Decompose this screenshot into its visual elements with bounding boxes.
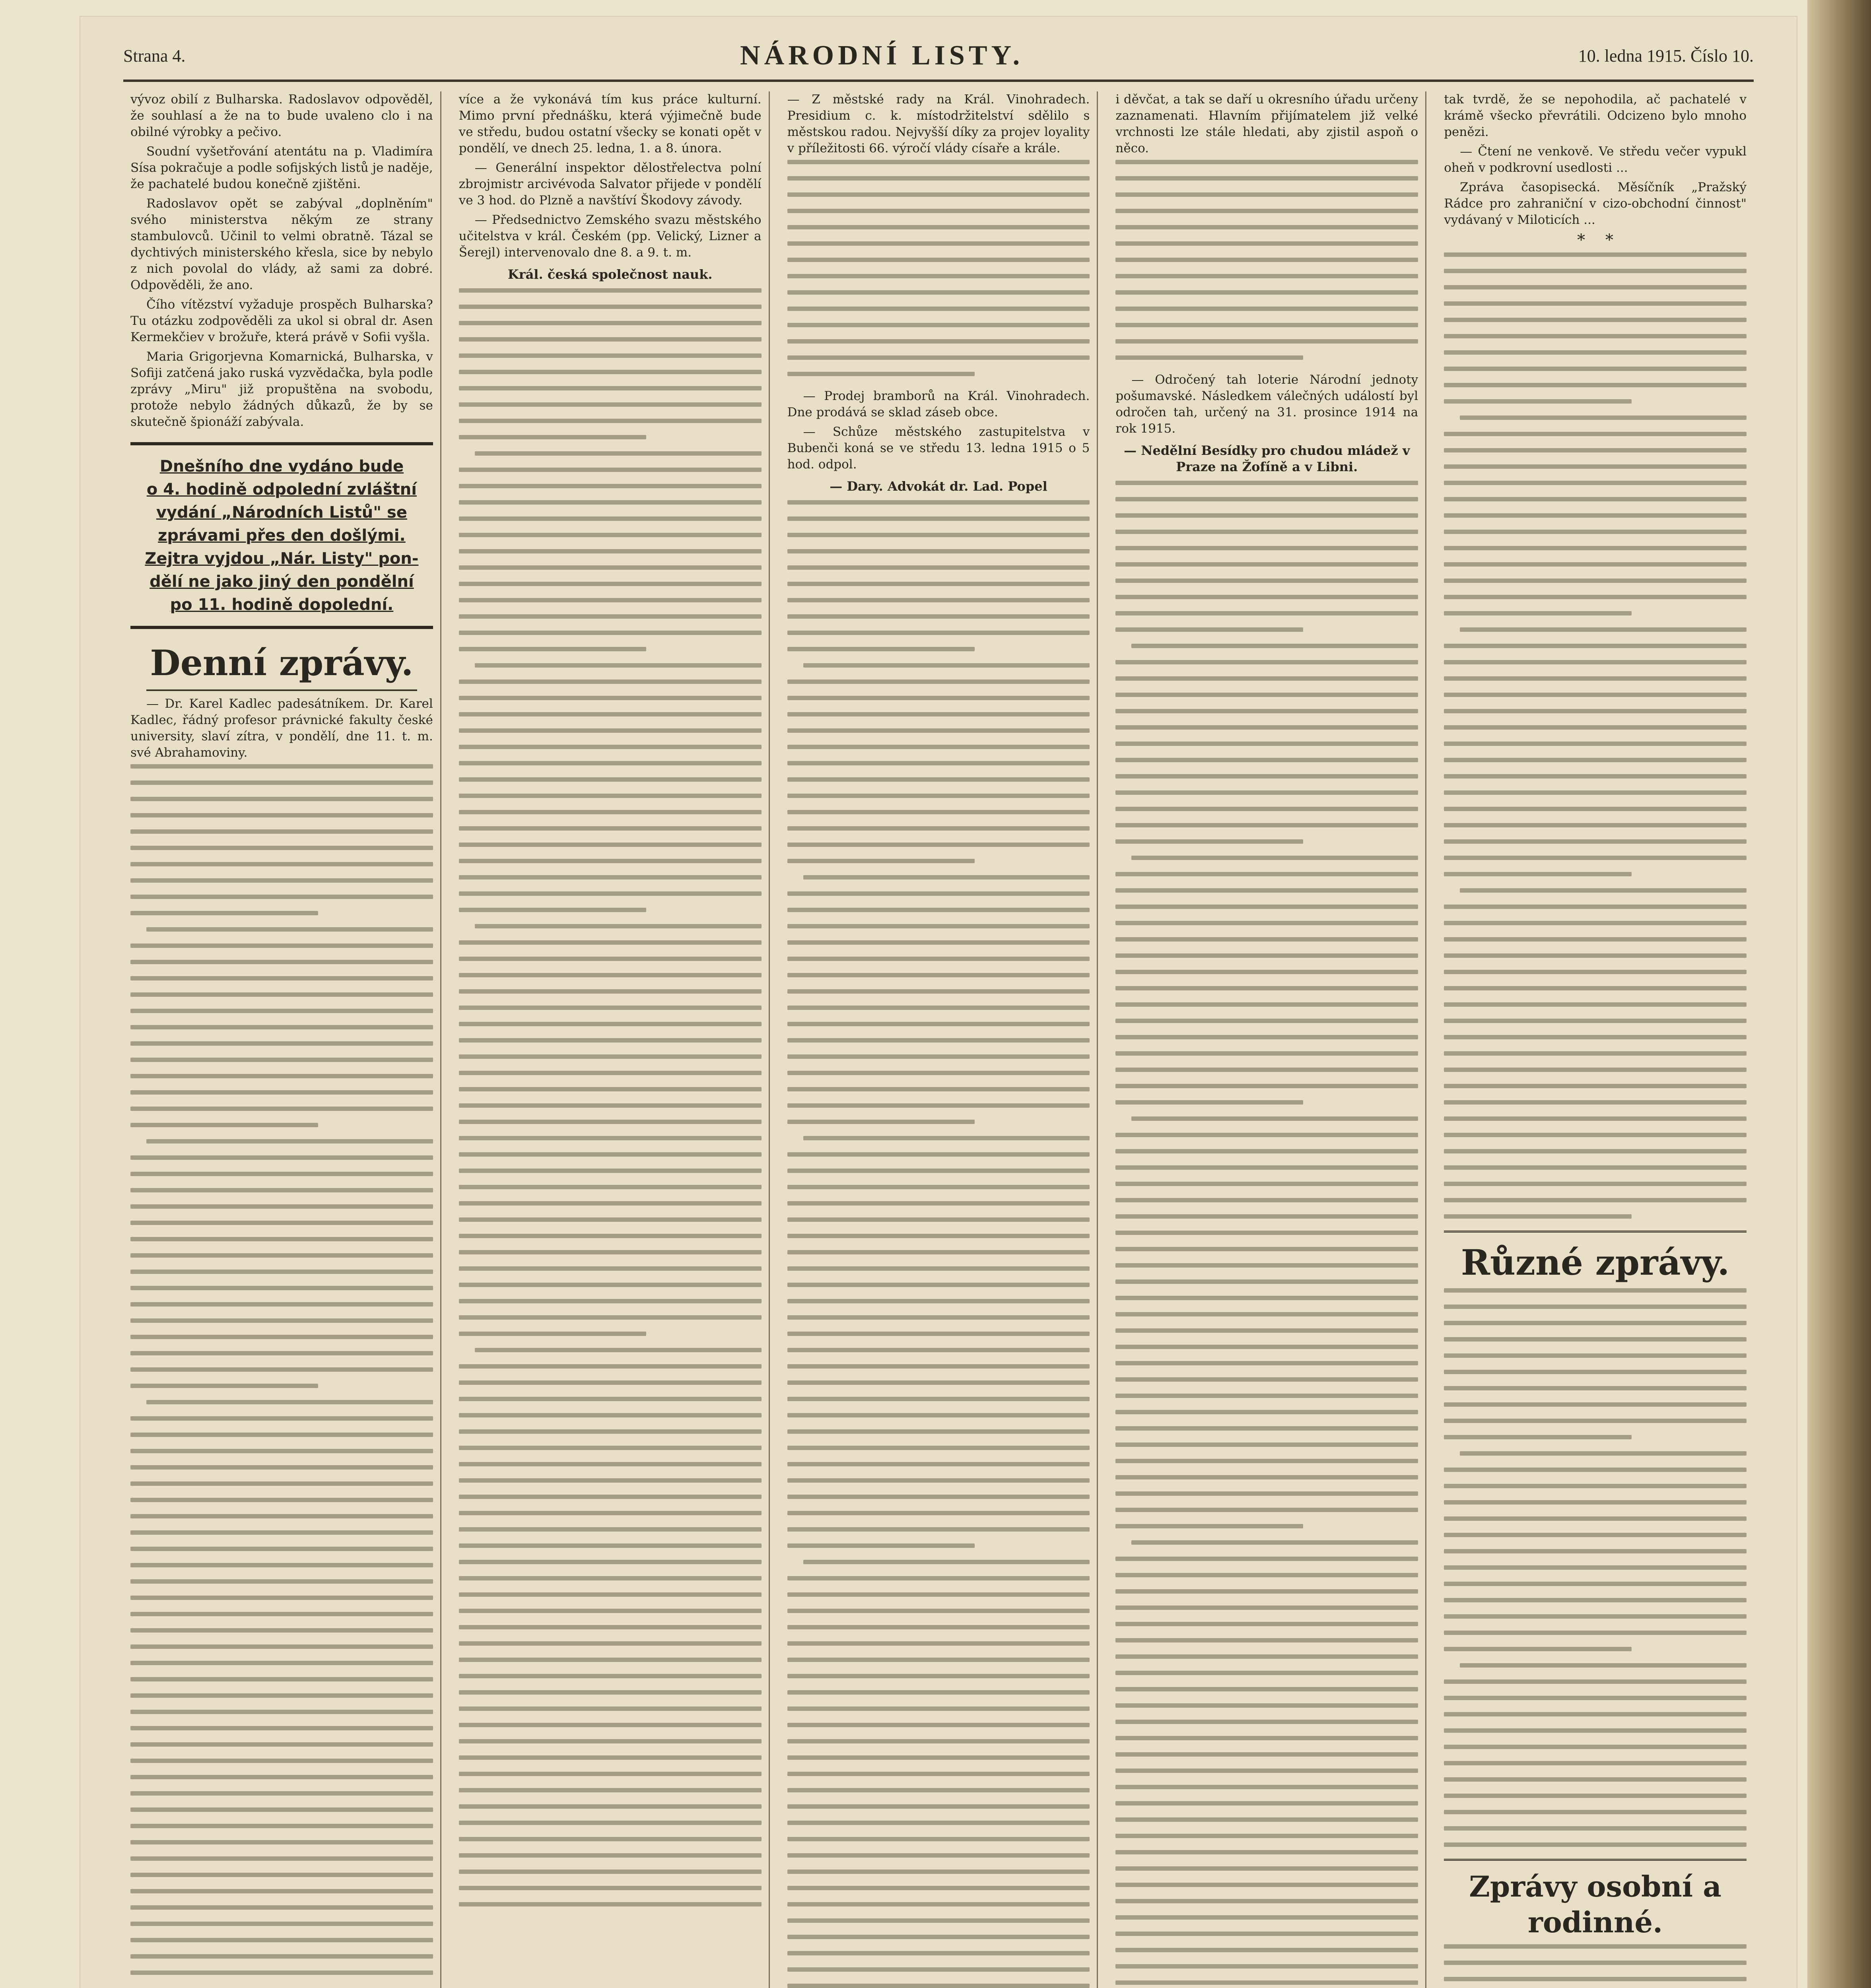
article-heading: Král. česká společnost nauk.	[507, 267, 713, 282]
text-block	[787, 160, 1090, 376]
notice-line: dělí ne jako jiný den pondělní	[150, 573, 414, 591]
text-block	[1444, 1944, 1747, 1988]
notice-line: zprávami přes den došlými.	[158, 526, 406, 545]
article-paragraph: — Předsednictvo Zemského svazu městského učitelstva v král. Českém (pp. Velický, Lizner a Šerejl) intervenovalo dne 8. a 9. t. m.	[459, 213, 762, 260]
article-paragraph: — Z městské rady na Král. Vinohradech. Presidium c. k. místodržitelství sdělilo s městskou radou. Nejvyšší díky za projev loyality v příležitosti 66. výročí vlády císaře a krále.	[787, 92, 1090, 155]
article-paragraph: — Schůze městského zastupitelstva v Bubenči koná se ve středu 13. ledna 1915 o 5 hod. odpol.	[787, 425, 1090, 472]
page-header	[123, 32, 1754, 82]
page-number: Strana 4.	[123, 46, 186, 66]
column-5	[1437, 91, 1754, 1988]
column-2	[452, 91, 770, 1988]
column-1	[123, 91, 441, 1988]
article-paragraph: tak tvrdě, že se nepohodila, ač pachatelé v krámě všecko převrátili. Odcizeno bylo mnoho penězi.	[1444, 92, 1747, 139]
special-edition-notice	[130, 442, 433, 629]
column-4	[1108, 91, 1426, 1988]
section-title: Denní zprávy.	[150, 642, 414, 683]
article-paragraph: více a že vykonává tím kus práce kulturní. Mimo první přednášku, která výjimečně bude ve středu, budou ostatní všecky se konati opět v pondělí, ve dnech 25. ledna, 1. a 8. února.	[459, 92, 762, 155]
article-paragraph: vývoz obilí z Bulharska. Radoslavov odpověděl, že souhlasí a že na to bude uvaleno clo i na obilné výrobky a pečivo.	[130, 92, 433, 139]
section-title: Různé zprávy.	[1461, 1242, 1730, 1283]
text-block	[787, 500, 1090, 1988]
notice-line: po 11. hodině dopolední.	[170, 596, 394, 614]
article-paragraph: — Prodej bramborů na Král. Vinohradech. Dne prodává se sklad záseb obce.	[787, 389, 1090, 419]
notice-line: Dnešního dne vydáno bude	[159, 457, 404, 476]
section-rule	[1444, 1859, 1747, 1861]
text-block	[1115, 481, 1418, 1988]
columns	[123, 91, 1754, 1988]
text-block	[459, 288, 762, 1906]
section-title: Zprávy osobní a rodinné.	[1469, 1870, 1721, 1939]
text-block	[130, 764, 433, 1975]
article-paragraph: Radoslavov opět se zabýval „doplněním" svého ministerstva někým ze strany stambulovců. Učinil to velmi obratně. Tázal se dychtivých ministerského křesla, sice by nebylo z nich povolal do vlády, až sami za dobré. Odpověděli, že ano.	[130, 196, 433, 292]
text-block	[1444, 1288, 1747, 1847]
article-paragraph: Zpráva časopisecká. Měsíčník „Pražský Rádce pro zahraniční v cizo-obchodní činnost" vydávaný v Miloticích ...	[1444, 180, 1747, 227]
article-paragraph: — Generální inspektor dělostřelectva polní zbrojmistr arcivévoda Salvator přijede v pondělí ve 3 hod. do Plzně a navštíví Škodovy závody.	[459, 161, 762, 208]
separator-asterisk: * *	[1577, 231, 1614, 249]
article-paragraph: — Dr. Karel Kadlec padesátníkem. Dr. Karel Kadlec, řádný profesor právnické fakulty české university, slaví zítra, v pondělí, dne 11. t. m. své Abrahamoviny.	[130, 697, 433, 760]
notice-line: Zejtra vyjdou „Nár. Listy" pon-	[145, 549, 419, 568]
article-paragraph: — Odročený tah loterie Národní jednoty pošumavské. Následkem válečných událostí byl odročen tah, určený na 31. prosince 1914 na rok 1915.	[1115, 373, 1418, 436]
text-block	[1115, 160, 1418, 360]
binding-edge	[1807, 0, 1871, 1988]
masthead-title: NÁRODNÍ LISTY.	[740, 40, 1024, 71]
article-heading: — Nedělní Besídky pro chudou mládež v Praze na Žofíně a v Libni.	[1124, 443, 1410, 474]
newspaper-page	[80, 16, 1797, 1988]
issue-date: 10. ledna 1915. Číslo 10.	[1578, 46, 1754, 66]
article-paragraph: Čího vítězství vyžaduje prospěch Bulharska? Tu otázku zodpověděli za ukol si obral dr. Asen Kermekčiev v brožuře, která právě v Sofii vyšla.	[130, 297, 433, 344]
article-paragraph: i děvčat, a tak se daří u okresního úřadu určeny zaznamenati. Hlavním přijímatelem již velké vrchnosti lze stále hledati, aby zjistil aspoň o něco.	[1115, 92, 1418, 155]
column-3	[780, 91, 1098, 1988]
section-rule	[1444, 1231, 1747, 1233]
article-paragraph: Maria Grigorjevna Komarnická, Bulharska, v Sofiji zatčená jako ruská vyzvědačka, byla podle zprávy „Miru" již propuštěna na svobodu, protože nebylo žádných důkazů, že by se skutečně špionáží zabývala.	[130, 349, 433, 429]
article-heading: — Dary. Advokát dr. Lad. Popel	[830, 479, 1047, 494]
article-paragraph: Soudní vyšetřování atentátu na p. Vladimíra Sísa pokračuje a podle sofijských listů je naděje, že pachatelé budou konečně zjištěni.	[130, 144, 433, 191]
text-block	[1444, 252, 1747, 1219]
notice-line: vydání „Národních Listů" se	[156, 503, 407, 522]
notice-line: o 4. hodině odpolední zvláštní	[146, 480, 417, 499]
article-paragraph: — Čtení ne venkově. Ve středu večer vypukl oheň v podkrovní usedlosti ...	[1444, 144, 1747, 175]
section-rule	[146, 689, 417, 691]
